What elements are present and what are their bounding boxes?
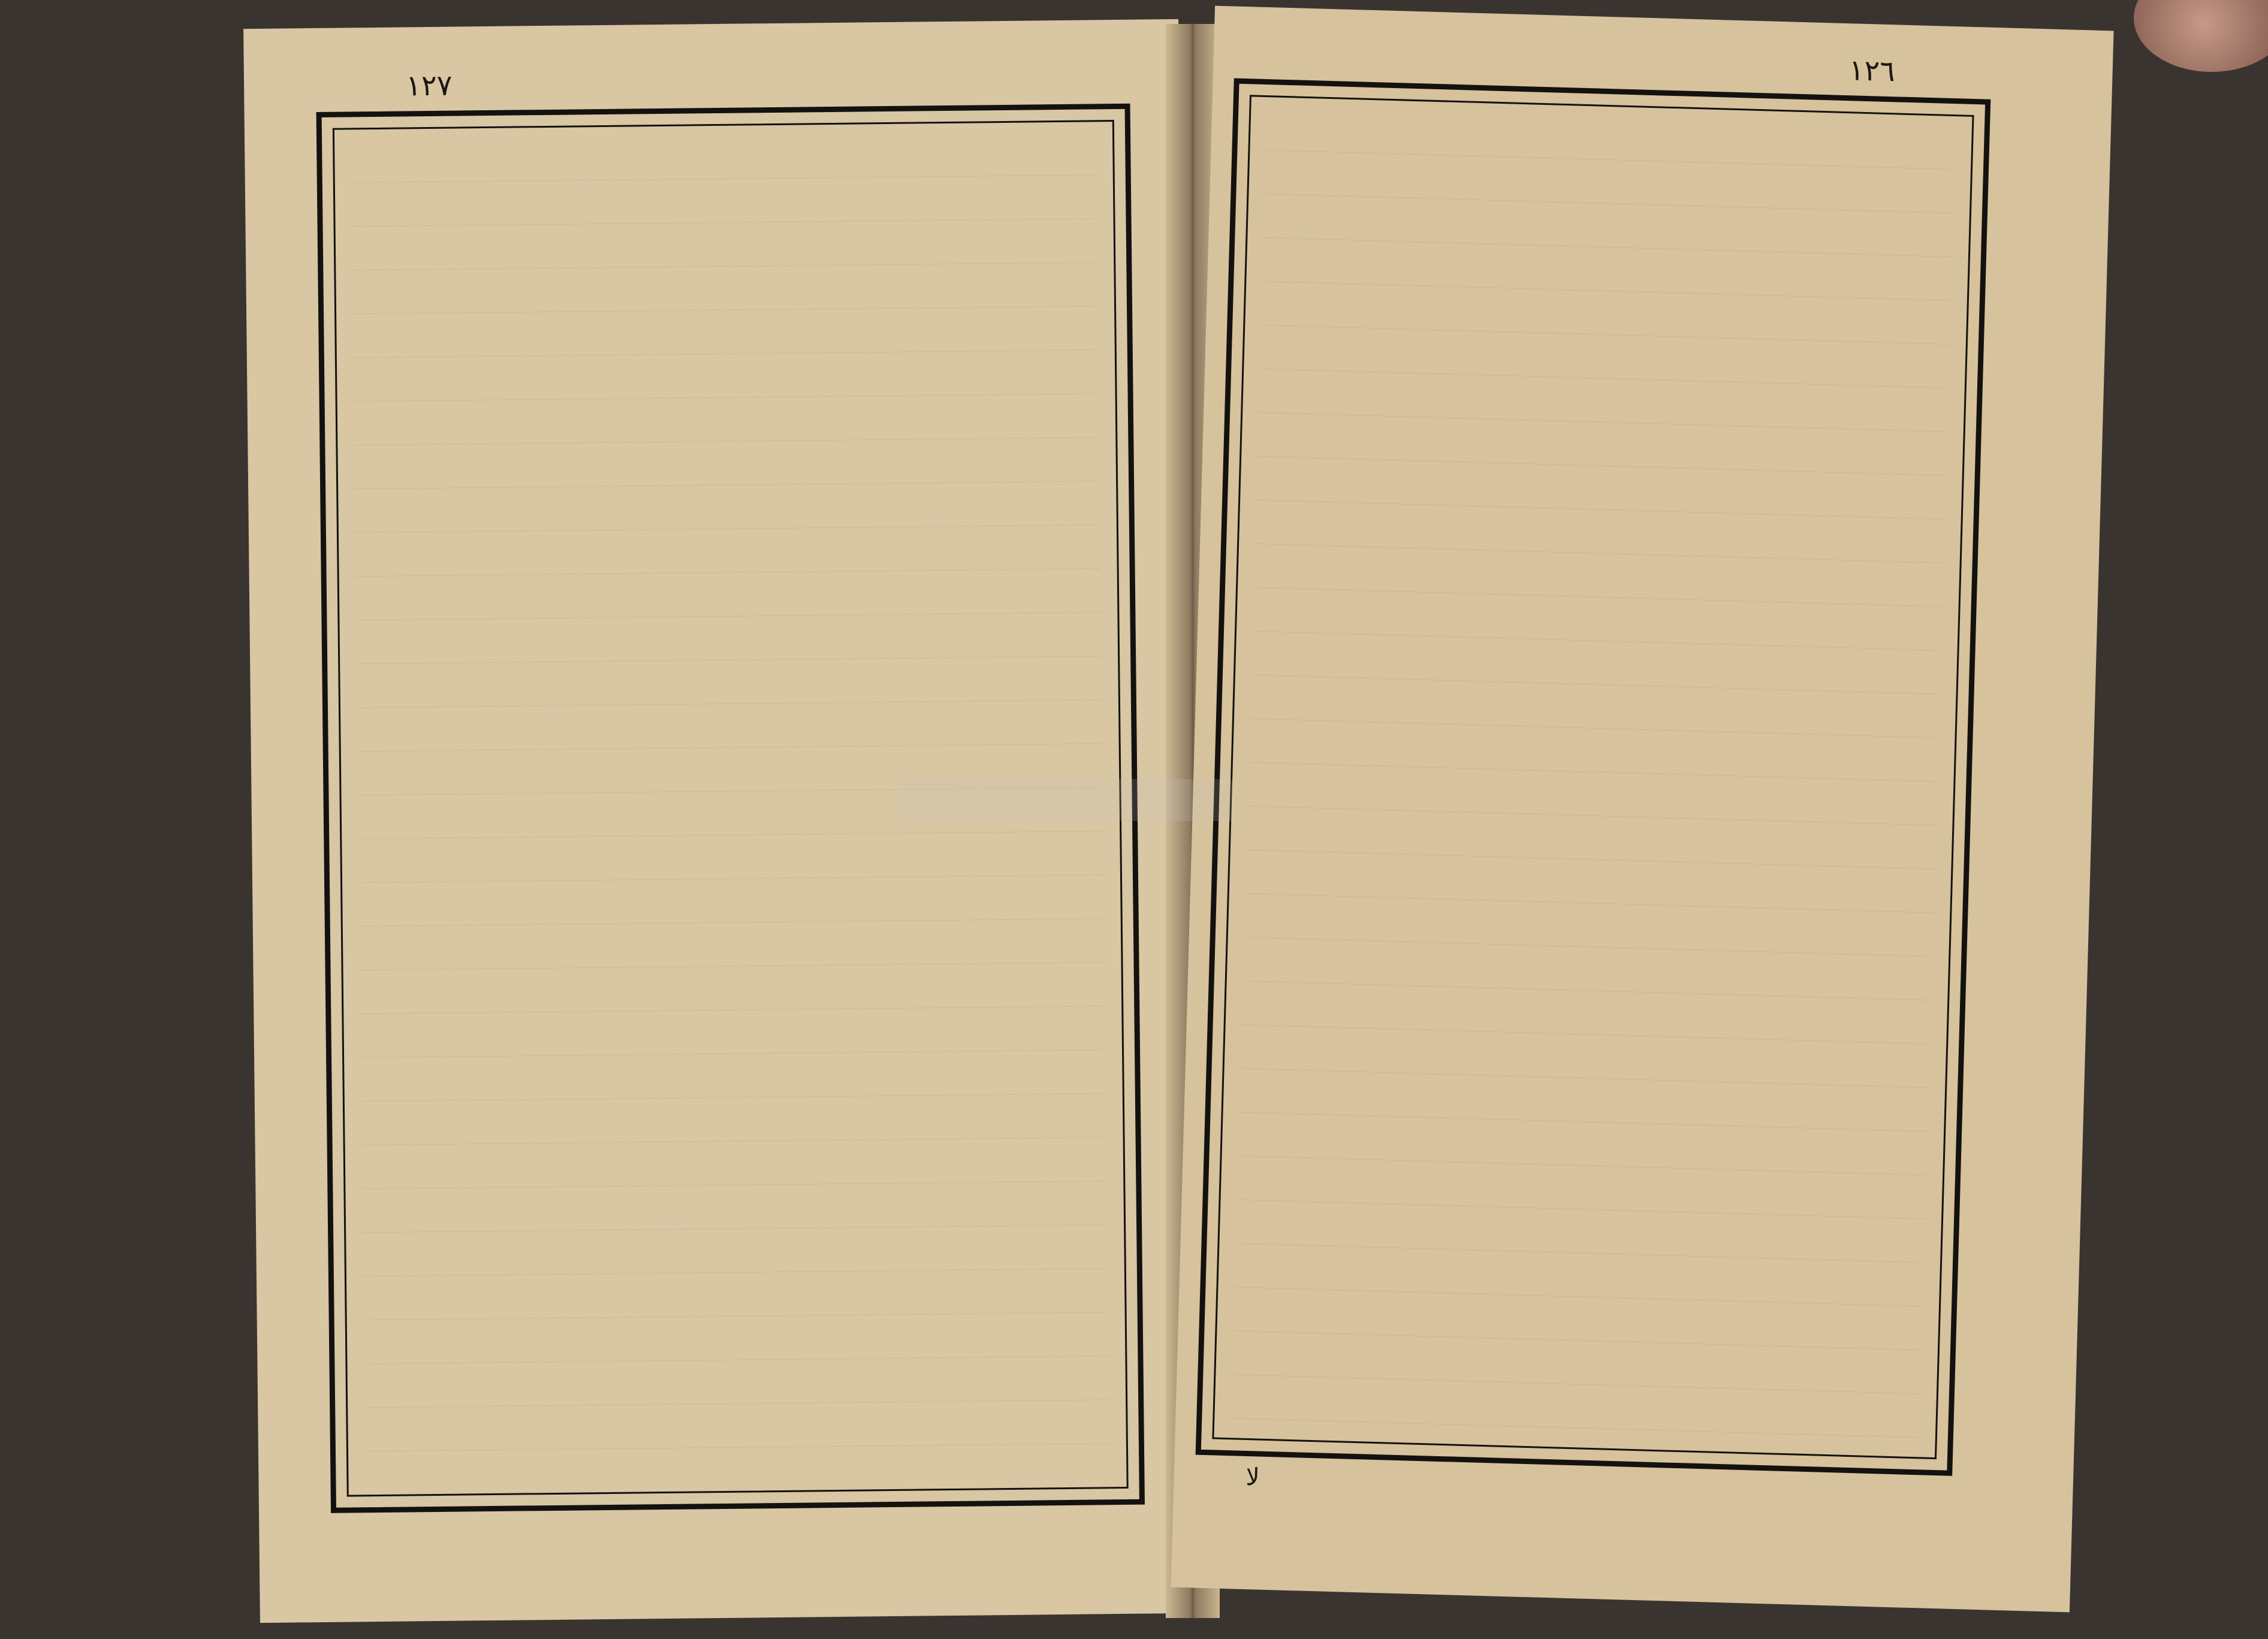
text-line (354, 394, 1099, 445)
text-line (362, 1137, 1107, 1189)
text-line (360, 1006, 1105, 1058)
right-text-frame (1196, 79, 1991, 1476)
text-line (365, 1444, 1110, 1495)
text-line (358, 831, 1103, 883)
text-line (354, 437, 1099, 489)
catchword: لا (1245, 1463, 1260, 1492)
text-line (363, 1225, 1108, 1276)
text-line (364, 1312, 1109, 1364)
text-line (364, 1400, 1109, 1451)
text-line (364, 1356, 1109, 1408)
page-number-right: ١٢٦ (1848, 53, 1896, 89)
text-line (359, 875, 1104, 926)
text-line (362, 1181, 1107, 1233)
text-line (356, 612, 1101, 664)
finger-corner (2134, 0, 2268, 72)
text-line (361, 1050, 1106, 1101)
watermark-stamp (899, 779, 1235, 821)
text-line (352, 175, 1097, 227)
text-line (357, 700, 1102, 751)
text-line (357, 656, 1102, 708)
text-line (361, 1094, 1106, 1145)
text-line (363, 1269, 1108, 1320)
right-text-block (1231, 107, 1955, 1438)
right-inner-frame (1212, 95, 1974, 1459)
text-line (352, 262, 1097, 314)
text-line (355, 481, 1100, 533)
text-line (355, 525, 1100, 576)
text-line (352, 219, 1097, 270)
text-line (351, 131, 1096, 183)
text-line (354, 350, 1099, 402)
text-line (356, 569, 1101, 620)
text-line (360, 962, 1105, 1014)
right-page (1171, 6, 2113, 1613)
text-line (360, 919, 1105, 970)
page-number-left: ١٢٧ (405, 68, 453, 103)
text-line (353, 306, 1098, 358)
